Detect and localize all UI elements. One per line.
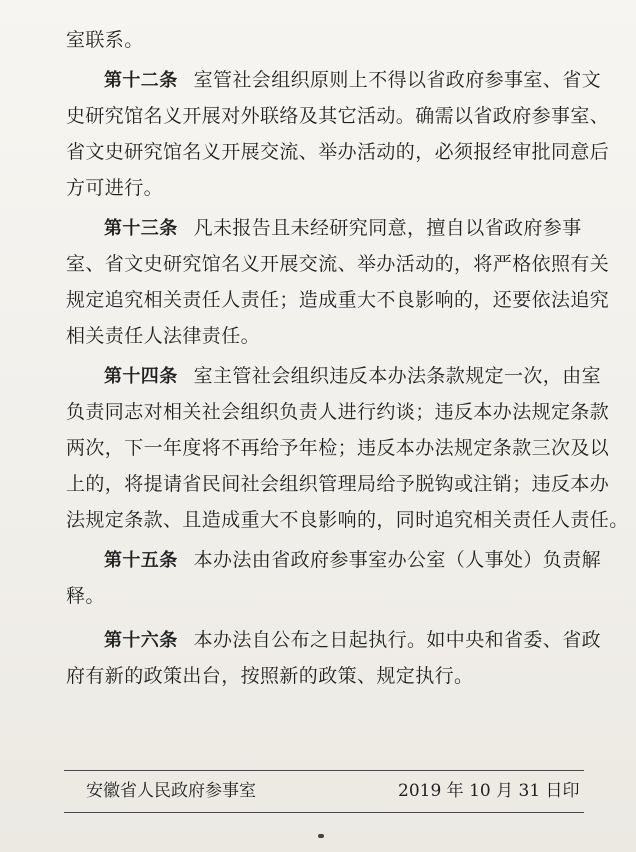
article-14-line-2 xyxy=(66,394,610,430)
article-13-line-3 xyxy=(66,282,610,318)
article-15-line-2 xyxy=(66,578,578,614)
article-15-number: 第十五条 xyxy=(104,550,178,571)
article-12-text-4: 方可进行。 xyxy=(66,177,164,199)
article-12-line-4 xyxy=(66,170,578,206)
article-15-line-1 xyxy=(66,542,602,578)
article-14-line-3 xyxy=(66,430,610,466)
article-13-text-1: 凡未报告且未经研究同意，擅自以省政府参事 xyxy=(193,217,582,239)
article-13-text-4: 相关责任人法律责任。 xyxy=(66,325,261,347)
article-12-line-2 xyxy=(66,98,610,134)
article-16-text-2: 府有新的政策出台，按照新的政策、规定执行。 xyxy=(66,665,474,687)
article-13-number: 第十三条 xyxy=(104,218,178,239)
document-body xyxy=(66,22,629,694)
article-14-text-3: 两次，下一年度将不再给予年检；违反本办法规定条款三次及以 xyxy=(66,437,610,459)
article-16-number: 第十六条 xyxy=(104,630,178,651)
article-14-text-1: 室主管社会组织违反本办法条款规定一次，由室 xyxy=(193,365,602,387)
article-14-line-4 xyxy=(66,466,610,502)
page-mark xyxy=(318,834,324,838)
carryover-text: 室联系。 xyxy=(66,29,144,51)
article-15-text-1: 本办法由省政府参事室办公室（人事处）负责解 xyxy=(193,549,602,571)
footer-issuer: 安徽省人民政府参事室 xyxy=(86,781,256,801)
article-14-text-5: 法规定条款、且造成重大不良影响的，同时追究相关责任人责任。 xyxy=(66,509,629,531)
article-14-text-2: 负责同志对相关社会组织负责人进行约谈；违反本办法规定条款 xyxy=(66,401,610,423)
article-14-text-4: 上的，将提请省民间社会组织管理局给予脱钩或注销；违反本办 xyxy=(66,473,610,495)
article-13-line-2 xyxy=(66,246,610,282)
article-13-line-1 xyxy=(66,210,582,246)
article-12-line-1 xyxy=(66,62,602,98)
article-14-number: 第十四条 xyxy=(104,366,178,387)
article-12-text-3: 省文史研究馆名义开展交流、举办活动的，必须报经审批同意后 xyxy=(66,141,610,163)
article-12-text-1: 室管社会组织原则上不得以省政府参事室、省文 xyxy=(193,69,602,91)
article-15-text-2: 释。 xyxy=(66,585,105,607)
article-13-line-4 xyxy=(66,318,578,354)
article-13-text-3: 规定追究相关责任人责任；造成重大不良影响的，还要依法追究 xyxy=(66,289,610,311)
article-12-line-3 xyxy=(66,134,610,170)
article-12-text-2: 史研究馆名义开展对外联络及其它活动。确需以省政府参事室、 xyxy=(66,105,610,127)
footer-top-rule xyxy=(64,770,584,771)
article-16-text-1: 本办法自公布之日起执行。如中央和省委、省政 xyxy=(193,629,602,651)
article-12-number: 第十二条 xyxy=(104,70,178,91)
article-14-line-5 xyxy=(66,502,629,538)
article-16-line-1 xyxy=(66,622,602,658)
article-16-line-2 xyxy=(66,658,578,694)
article-14-line-1 xyxy=(66,358,602,394)
article-13-text-2: 室、省文史研究馆名义开展交流、举办活动的，将严格依照有关 xyxy=(66,253,610,275)
footer-bottom-rule xyxy=(64,812,584,813)
carryover-line xyxy=(66,22,578,58)
footer-print-date: 2019 年 10 月 31 日印 xyxy=(398,781,580,801)
